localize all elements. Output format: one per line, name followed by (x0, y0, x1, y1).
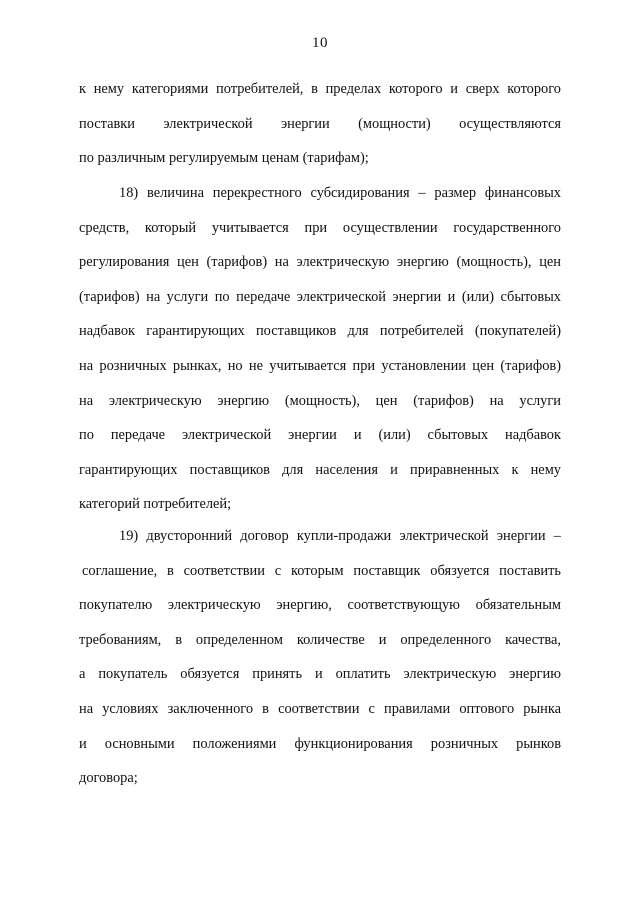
text-line: покупателю электрическую энергию, соответствующую обязательным (79, 597, 561, 614)
text-line: средств, который учитывается при осуществлении государственного (79, 219, 561, 236)
text-line: 19) двусторонний договор купли-продажи электрической энергии – (119, 528, 561, 544)
text-line: надбавок гарантирующих поставщиков для потребителей (покупателей) (79, 323, 561, 340)
continuation-paragraph (79, 72, 561, 176)
text-line: (тарифов) на услуги по передаче электрической энергии и (или) сбытовых (79, 288, 561, 305)
text-line: соглашение, в соответствии с которым поставщик обязуется поставить (82, 562, 561, 579)
text-line: на электрическую энергию (мощность), цен (тарифов) на услуги (79, 392, 561, 409)
paragraph-item-18 (79, 176, 561, 522)
text-line: на условиях заключенного в соответствии с правилами оптового рынка (79, 700, 561, 717)
paragraph-item-19 (79, 519, 561, 796)
text-line: требованиям, в определенном количестве и определенного качества, (79, 631, 561, 648)
text-line: 18) величина перекрестного субсидирования – размер финансовых (119, 185, 561, 201)
text-line: и основными положениями функционирования розничных рынков (79, 735, 561, 752)
text-line: по передаче электрической энергии и (или) сбытовых надбавок (79, 427, 561, 444)
text-line: договора; (79, 770, 138, 787)
text-line: к нему категориями потребителей, в пределах которого и сверх которого (79, 81, 561, 97)
page-number: 10 (312, 35, 328, 51)
text-line: гарантирующих поставщиков для населения и приравненных к нему (79, 461, 561, 478)
text-line: по различным регулируемым ценам (тарифам); (79, 150, 369, 167)
text-line: на розничных рынках, но не учитывается при установлении цен (тарифов) (79, 357, 561, 374)
text-line: поставки электрической энергии (мощности) осуществляются (79, 115, 561, 132)
text-line: а покупатель обязуется принять и оплатить электрическую энергию (79, 666, 561, 683)
text-line: регулирования цен (тарифов) на электрическую энергию (мощность), цен (79, 254, 561, 271)
text-line: категорий потребителей; (79, 496, 232, 513)
